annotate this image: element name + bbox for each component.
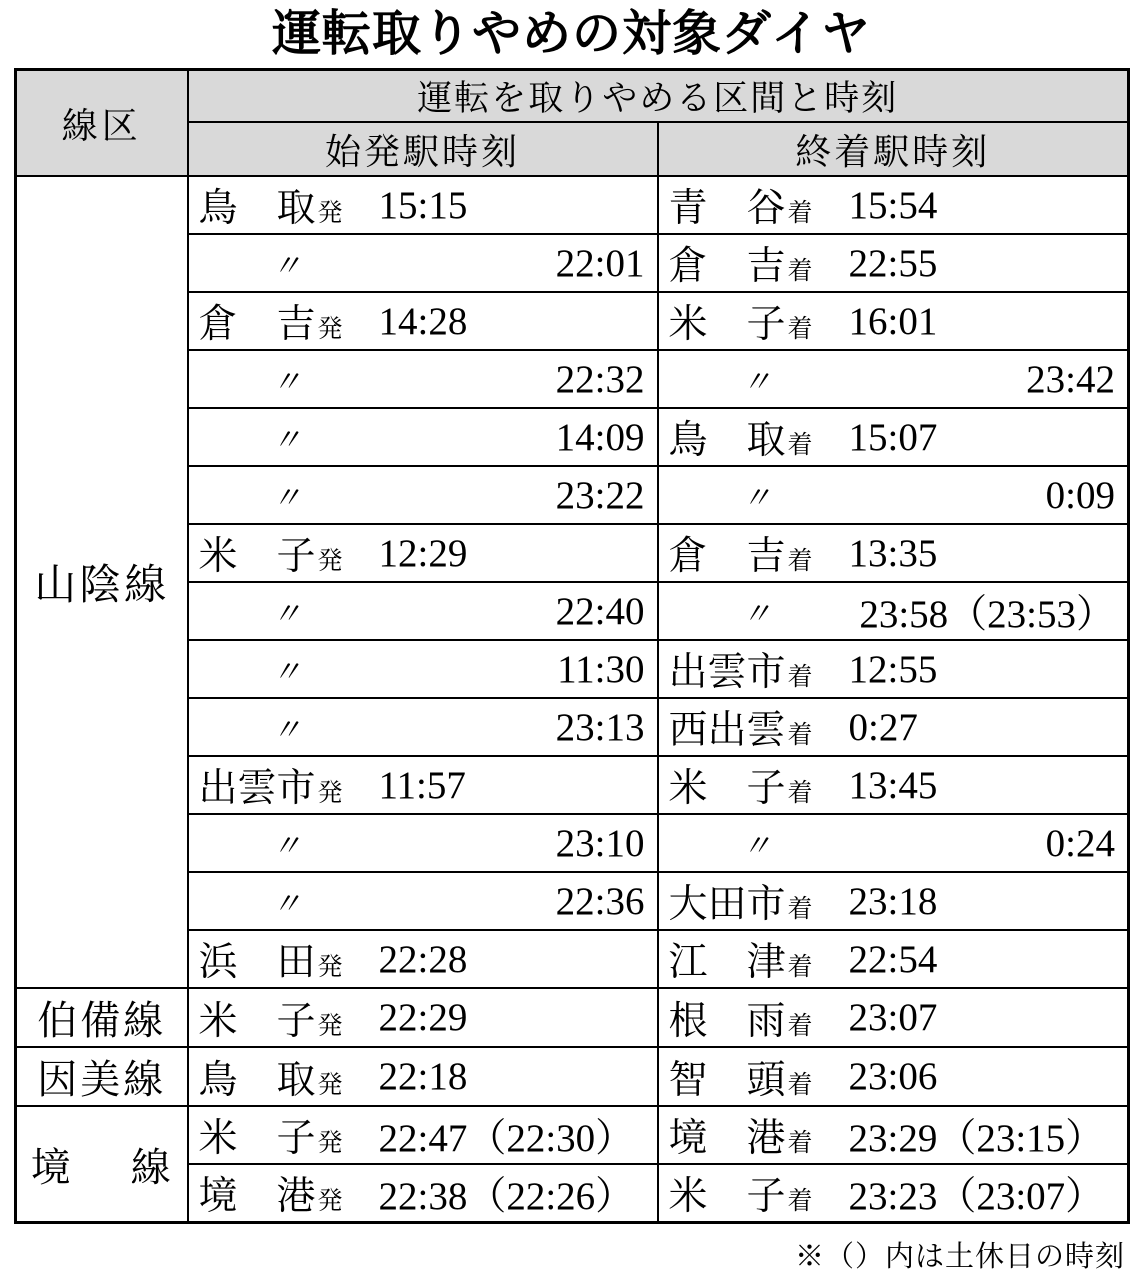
table-row [16, 176, 1129, 234]
time-value: 13:45 [848, 763, 938, 807]
time-value: 15:07 [848, 415, 938, 459]
departure-cell [188, 1047, 658, 1106]
station-suffix: 着 [787, 1130, 813, 1158]
departure-cell [188, 988, 658, 1047]
station-suffix: 着 [787, 722, 813, 750]
station-name: 大田市着 [668, 883, 813, 927]
time-value: 22:55 [848, 241, 938, 285]
station-ditto: 〃 [271, 250, 302, 284]
table-header-row-1 [16, 70, 1129, 123]
cancellation-timetable [14, 68, 1130, 1224]
line-name-cell: 伯備線 [16, 988, 188, 1047]
time-value: 23:29（23:15） [848, 1117, 1105, 1161]
station-suffix: 着 [787, 258, 813, 286]
time-value: 22:01 [555, 241, 645, 285]
time-value: 23:58（23:53） [859, 593, 1116, 637]
station-ditto: 〃 [271, 830, 302, 864]
arrival-cell [658, 756, 1129, 814]
station-suffix: 着 [787, 954, 813, 982]
station-name: 根 雨着 [668, 999, 813, 1043]
time-value: 23:23（23:07） [848, 1175, 1105, 1219]
time-value: 15:15 [378, 183, 468, 227]
station-suffix: 発 [317, 1012, 343, 1040]
station-name: 米 子発 [198, 999, 343, 1043]
arrival-cell [658, 1164, 1129, 1223]
station-ditto: 〃 [741, 482, 772, 516]
arrival-cell [658, 408, 1129, 466]
table-row [16, 988, 1129, 1047]
footnote: ※（）内は土休日の時刻 [794, 1241, 1125, 1274]
time-value: 22:18 [378, 1055, 468, 1099]
time-value: 22:38（22:26） [378, 1175, 635, 1219]
station-name: 米 子着 [668, 303, 813, 347]
arrival-cell [658, 640, 1129, 698]
station-ditto: 〃 [271, 888, 302, 922]
arrival-cell [658, 292, 1129, 350]
station-name: 出雲市着 [668, 651, 813, 695]
time-value: 0:27 [848, 705, 918, 749]
time-value: 22:28 [378, 937, 468, 981]
station-suffix: 着 [787, 896, 813, 924]
station-suffix: 着 [787, 1012, 813, 1040]
departure-cell [188, 292, 658, 350]
station-suffix: 発 [317, 1071, 343, 1099]
time-value: 23:06 [848, 1055, 938, 1099]
time-value: 22:32 [555, 357, 645, 401]
station-ditto: 〃 [271, 482, 302, 516]
station-name: 鳥 取発 [198, 1058, 343, 1102]
time-value: 13:35 [848, 531, 938, 575]
station-name: 出雲市発 [198, 767, 343, 811]
arrival-cell [658, 524, 1129, 582]
arrival-cell [658, 1106, 1129, 1164]
station-name: 倉 吉発 [198, 303, 343, 347]
time-value: 16:01 [848, 299, 938, 343]
departure-cell [188, 640, 658, 698]
station-suffix: 着 [787, 432, 813, 460]
time-value: 23:18 [848, 879, 938, 923]
header-line-col: 線区 [16, 70, 188, 177]
station-suffix: 発 [317, 548, 343, 576]
departure-cell [188, 1106, 658, 1164]
station-name: 倉 吉着 [668, 535, 813, 579]
station-name: 米 子着 [668, 767, 813, 811]
departure-cell [188, 350, 658, 408]
time-value: 23:07 [848, 996, 938, 1040]
time-value: 23:10 [555, 821, 645, 865]
time-value: 11:57 [378, 763, 466, 807]
time-value: 14:09 [555, 415, 645, 459]
station-suffix: 着 [787, 200, 813, 228]
station-name: 米 子発 [198, 1117, 343, 1161]
arrival-cell [658, 814, 1129, 872]
departure-cell [188, 872, 658, 930]
arrival-cell [658, 176, 1129, 234]
station-name: 青 谷着 [668, 187, 813, 231]
time-value: 23:13 [555, 705, 645, 749]
station-suffix: 着 [787, 1188, 813, 1216]
station-name: 倉 吉着 [668, 245, 813, 289]
departure-cell [188, 466, 658, 524]
line-name-cell: 境 線 [16, 1106, 188, 1223]
departure-cell [188, 408, 658, 466]
time-value: 12:29 [378, 531, 468, 575]
time-value: 22:36 [555, 879, 645, 923]
departure-cell [188, 930, 658, 988]
station-suffix: 発 [317, 1188, 343, 1216]
station-name: 西出雲着 [668, 709, 813, 753]
station-ditto: 〃 [741, 598, 772, 632]
page-title: 運転取りやめの対象ダイヤ [271, 7, 872, 61]
time-value: 22:54 [848, 937, 938, 981]
departure-cell [188, 582, 658, 640]
station-suffix: 着 [787, 664, 813, 692]
line-name-cell: 山陰線 [16, 176, 188, 988]
arrival-cell [658, 698, 1129, 756]
station-name: 米 子発 [198, 535, 343, 579]
departure-cell [188, 176, 658, 234]
station-name: 浜 田発 [198, 941, 343, 985]
header-span-col: 運転を取りやめる区間と時刻 [188, 70, 1129, 123]
table-row [16, 1106, 1129, 1164]
header-departure-col: 始発駅時刻 [188, 122, 658, 176]
station-name: 境 港発 [198, 1175, 343, 1219]
station-ditto: 〃 [741, 366, 772, 400]
table-row [16, 1047, 1129, 1106]
station-ditto: 〃 [741, 830, 772, 864]
station-name: 境 港着 [668, 1117, 813, 1161]
arrival-cell [658, 350, 1129, 408]
station-ditto: 〃 [271, 366, 302, 400]
station-name: 智 頭着 [668, 1058, 813, 1102]
time-value: 0:24 [1045, 821, 1116, 865]
departure-cell [188, 698, 658, 756]
station-suffix: 発 [317, 1130, 343, 1158]
timetable-wrapper [14, 68, 1129, 1224]
time-value: 23:22 [555, 473, 645, 517]
station-ditto: 〃 [271, 598, 302, 632]
time-value: 23:42 [1026, 357, 1116, 401]
station-name: 鳥 取着 [668, 419, 813, 463]
station-name: 鳥 取発 [198, 187, 343, 231]
station-suffix: 着 [787, 548, 813, 576]
station-suffix: 着 [787, 1071, 813, 1099]
station-ditto: 〃 [271, 656, 302, 690]
station-suffix: 着 [787, 780, 813, 808]
station-suffix: 発 [317, 316, 343, 344]
station-suffix: 発 [317, 780, 343, 808]
departure-cell [188, 814, 658, 872]
station-name: 米 子着 [668, 1175, 813, 1219]
time-value: 12:55 [848, 647, 938, 691]
arrival-cell [658, 988, 1129, 1047]
arrival-cell [658, 930, 1129, 988]
time-value: 0:09 [1045, 473, 1116, 517]
station-suffix: 発 [317, 200, 343, 228]
arrival-cell [658, 1047, 1129, 1106]
departure-cell [188, 1164, 658, 1223]
departure-cell [188, 234, 658, 292]
time-value: 22:40 [555, 589, 645, 633]
departure-cell [188, 524, 658, 582]
header-arrival-col: 終着駅時刻 [658, 122, 1129, 176]
time-value: 22:47（22:30） [378, 1117, 635, 1161]
station-suffix: 着 [787, 316, 813, 344]
arrival-cell [658, 466, 1129, 524]
time-value: 22:29 [378, 996, 468, 1040]
station-ditto: 〃 [271, 714, 302, 748]
time-value: 15:54 [848, 183, 938, 227]
station-suffix: 発 [317, 954, 343, 982]
time-value: 11:30 [557, 647, 645, 691]
arrival-cell [658, 872, 1129, 930]
station-name: 江 津着 [668, 941, 813, 985]
time-value: 14:28 [378, 299, 468, 343]
arrival-cell [658, 234, 1129, 292]
line-name-cell: 因美線 [16, 1047, 188, 1106]
arrival-cell [658, 582, 1129, 640]
departure-cell [188, 756, 658, 814]
station-ditto: 〃 [271, 424, 302, 458]
